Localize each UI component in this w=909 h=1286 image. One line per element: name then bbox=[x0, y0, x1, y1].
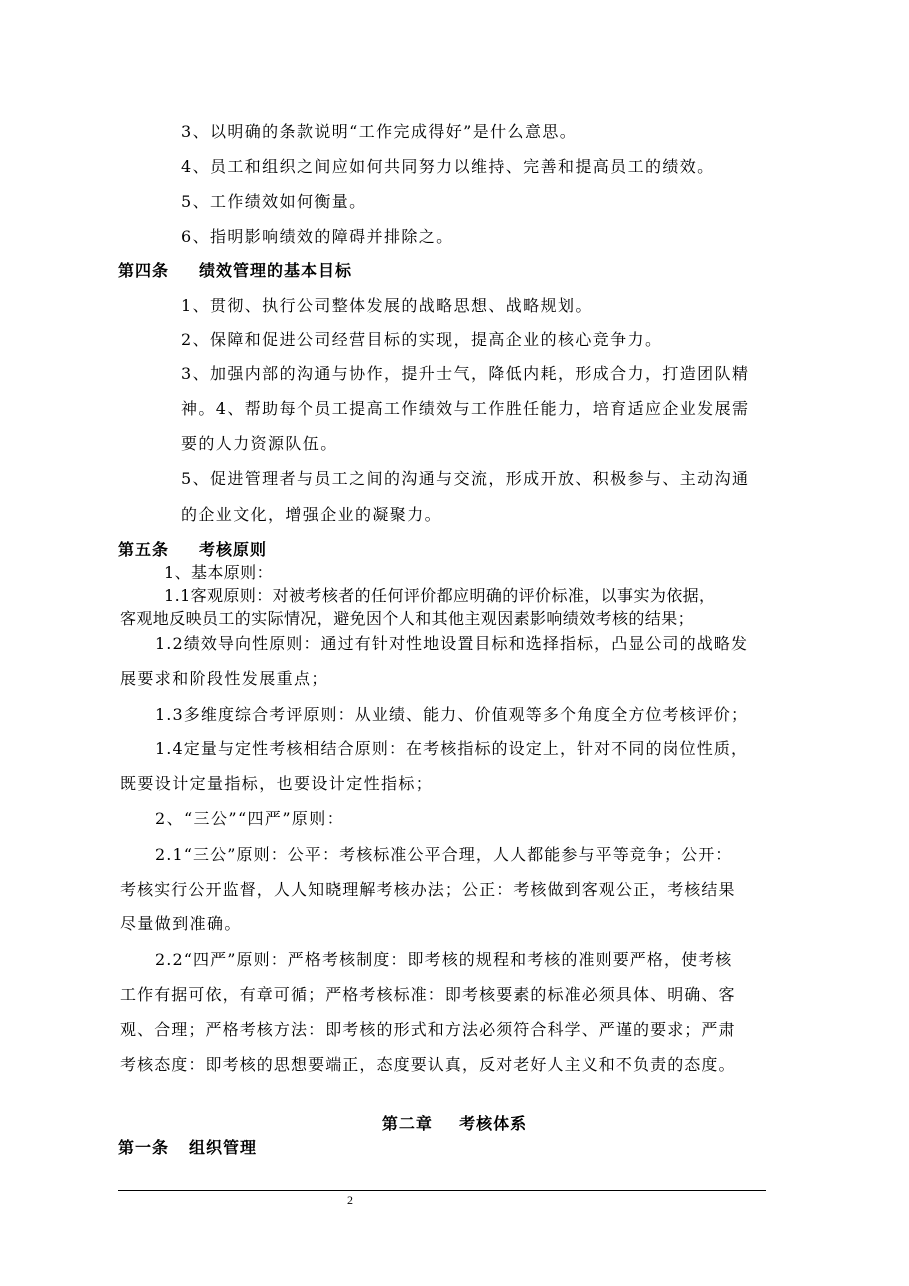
chapter-heading: 第二章 考核体系 bbox=[381, 1114, 528, 1133]
paragraph-line: 1.4定量与定性考核相结合原则：在考核指标的设定上，针对不同的岗位性质， bbox=[155, 739, 749, 758]
paragraph-line: 既要设计定量指标，也要设计定性指标； bbox=[120, 774, 434, 793]
list-item: 要的人力资源队伍。 bbox=[181, 434, 338, 453]
list-item: 2、“三公”“四严”原则： bbox=[155, 809, 345, 828]
article-number: 第四条 bbox=[118, 261, 170, 280]
paragraph-line: 考核实行公开监督，人人知晓理解考核办法；公正：考核做到客观公正，考核结果 bbox=[120, 880, 736, 899]
article-title: 绩效管理的基本目标 bbox=[199, 261, 353, 280]
article-heading bbox=[118, 540, 267, 560]
paragraph-line: 1.3多维度综合考评原则：从业绩、能力、价值观等多个角度全方位考核评价； bbox=[155, 705, 749, 724]
footer-rule bbox=[118, 1190, 766, 1191]
list-item: 4、员工和组织之间应如何共同努力以维持、完善和提高员工的绩效。 bbox=[181, 157, 715, 176]
paragraph-line: 1.1客观原则：对被考核者的任何评价都应明确的评价标准，以事实为依据， bbox=[164, 586, 716, 605]
list-item: 2、保障和促进公司经营目标的实现，提高企业的核心竞争力。 bbox=[181, 330, 663, 349]
article-number: 第五条 bbox=[118, 540, 170, 559]
article-title: 组织管理 bbox=[189, 1138, 258, 1157]
article-number: 第一条 bbox=[118, 1138, 170, 1157]
list-item: 的企业文化，增强企业的凝聚力。 bbox=[181, 505, 443, 524]
list-item: 3、加强内部的沟通与协作，提升士气，降低内耗，形成合力，打造团队精 bbox=[181, 364, 750, 383]
article-heading bbox=[118, 1138, 257, 1158]
list-item: 1、基本原则： bbox=[164, 563, 273, 582]
paragraph-line: 工作有据可依，有章可循；严格考核标准：即考核要素的标准必须具体、明确、客 bbox=[120, 985, 736, 1004]
article-heading bbox=[118, 261, 352, 281]
list-item: 5、工作绩效如何衡量。 bbox=[181, 192, 367, 211]
paragraph-line: 1.2绩效导向性原则：通过有针对性地设置目标和选择指标，凸显公司的战略发 bbox=[155, 634, 749, 653]
paragraph-line: 2.1“三公”原则：公平：考核标准公平合理，人人都能参与平等竞争；公开： bbox=[155, 845, 733, 864]
list-item: 3、以明确的条款说明“工作完成得好”是什么意思。 bbox=[181, 122, 578, 141]
page-number: 2 bbox=[347, 1193, 353, 1207]
paragraph-line: 展要求和阶段性发展重点； bbox=[120, 669, 329, 688]
paragraph-line: 考核态度：即考核的思想要端正，态度要认真，反对老好人主义和不负责的态度。 bbox=[120, 1055, 736, 1074]
paragraph-line: 尽量做到准确。 bbox=[120, 914, 242, 933]
paragraph-line: 客观地反映员工的实际情况，避免因个人和其他主观因素影响绩效考核的结果； bbox=[120, 609, 695, 628]
list-item: 5、促进管理者与员工之间的沟通与交流，形成开放、积极参与、主动沟通 bbox=[181, 469, 750, 488]
list-item: 6、指明影响绩效的障碍并排除之。 bbox=[181, 227, 454, 246]
paragraph-line: 2.2“四严”原则：严格考核制度：即考核的规程和考核的准则要严格，使考核 bbox=[155, 950, 733, 969]
list-item: 1、贯彻、执行公司整体发展的战略思想、战略规划。 bbox=[181, 296, 593, 315]
paragraph-line: 观、合理；严格考核方法：即考核的形式和方法必须符合科学、严谨的要求；严肃 bbox=[120, 1020, 736, 1039]
article-title: 考核原则 bbox=[199, 540, 268, 559]
list-item: 神。4、帮助每个员工提高工作绩效与工作胜任能力，培育适应企业发展需 bbox=[181, 399, 750, 418]
